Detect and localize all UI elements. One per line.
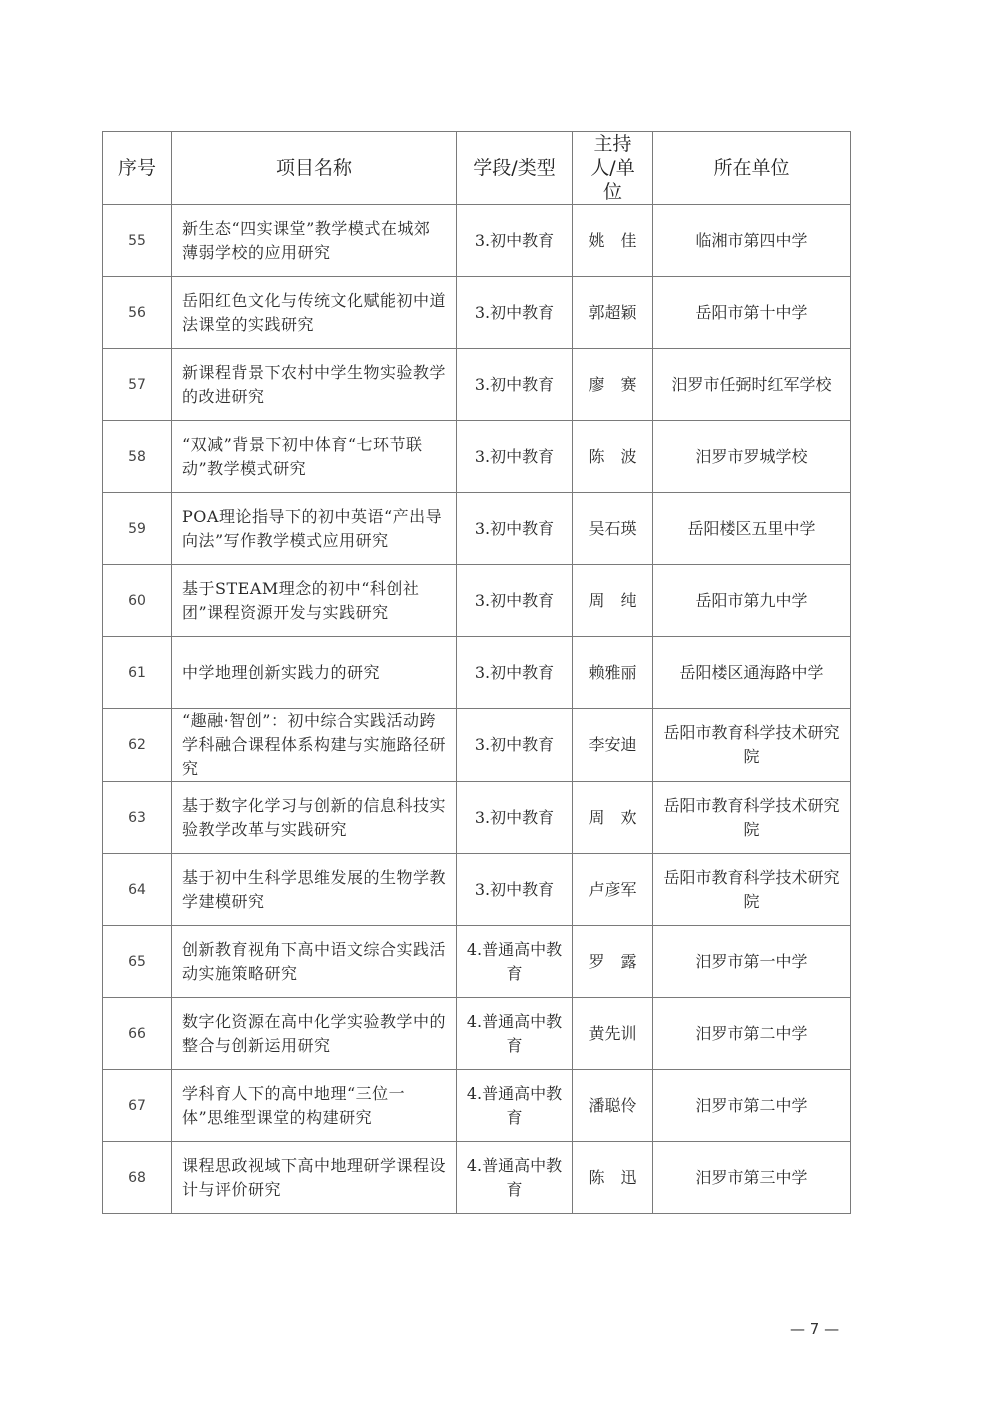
row-number: 57 xyxy=(103,349,172,421)
row-number: 58 xyxy=(103,421,172,493)
host-name: 周 纯 xyxy=(573,565,653,637)
host-name: 赖雅丽 xyxy=(573,637,653,709)
row-number: 56 xyxy=(103,277,172,349)
project-name: 新生态“四实课堂”教学模式在城郊薄弱学校的应用研究 xyxy=(172,205,457,277)
project-name: 新课程背景下农村中学生物实验教学的改进研究 xyxy=(172,349,457,421)
unit-name: 汨罗市第二中学 xyxy=(653,998,851,1070)
stage-type: 3.初中教育 xyxy=(457,637,573,709)
table-row xyxy=(103,565,851,637)
unit-name: 汨罗市第一中学 xyxy=(653,926,851,998)
unit-name: 岳阳楼区五里中学 xyxy=(653,493,851,565)
unit-name: 岳阳市教育科学技术研究院 xyxy=(653,709,851,782)
unit-name: 岳阳市教育科学技术研究院 xyxy=(653,854,851,926)
stage-type: 4.普通高中教育 xyxy=(457,998,573,1070)
table-row xyxy=(103,926,851,998)
project-name: 学科育人下的高中地理“三位一体”思维型课堂的构建研究 xyxy=(172,1070,457,1142)
stage-type: 4.普通高中教育 xyxy=(457,1142,573,1214)
project-name: 基于初中生科学思维发展的生物学教学建模研究 xyxy=(172,854,457,926)
stage-type: 3.初中教育 xyxy=(457,205,573,277)
project-name: 基于STEAM理念的初中“科创社团”课程资源开发与实践研究 xyxy=(172,565,457,637)
row-number: 66 xyxy=(103,998,172,1070)
row-number: 62 xyxy=(103,709,172,782)
table-row xyxy=(103,1070,851,1142)
row-number: 59 xyxy=(103,493,172,565)
project-name: 数字化资源在高中化学实验教学中的整合与创新运用研究 xyxy=(172,998,457,1070)
stage-type: 3.初中教育 xyxy=(457,421,573,493)
table-row xyxy=(103,205,851,277)
header-stage-type: 学段/类型 xyxy=(457,132,573,205)
unit-name: 汨罗市第二中学 xyxy=(653,1070,851,1142)
stage-type: 3.初中教育 xyxy=(457,349,573,421)
host-name: 黄先训 xyxy=(573,998,653,1070)
table-row xyxy=(103,854,851,926)
host-name: 李安迪 xyxy=(573,709,653,782)
stage-type: 3.初中教育 xyxy=(457,854,573,926)
row-number: 65 xyxy=(103,926,172,998)
stage-type: 3.初中教育 xyxy=(457,782,573,854)
host-name: 罗 露 xyxy=(573,926,653,998)
row-number: 67 xyxy=(103,1070,172,1142)
host-name: 周 欢 xyxy=(573,782,653,854)
project-table xyxy=(102,131,851,1214)
host-name: 陈 波 xyxy=(573,421,653,493)
stage-type: 3.初中教育 xyxy=(457,277,573,349)
project-name: 岳阳红色文化与传统文化赋能初中道法课堂的实践研究 xyxy=(172,277,457,349)
stage-type: 3.初中教育 xyxy=(457,709,573,782)
project-name: 创新教育视角下高中语文综合实践活动实施策略研究 xyxy=(172,926,457,998)
unit-name: 岳阳市第十中学 xyxy=(653,277,851,349)
stage-type: 4.普通高中教育 xyxy=(457,1070,573,1142)
table-row xyxy=(103,493,851,565)
project-name: POA理论指导下的初中英语“产出导向法”写作教学模式应用研究 xyxy=(172,493,457,565)
header-host: 主持人/单位 xyxy=(573,132,653,205)
table-row xyxy=(103,349,851,421)
host-name: 潘聪伶 xyxy=(573,1070,653,1142)
header-index: 序号 xyxy=(103,132,172,205)
project-name: 基于数字化学习与创新的信息科技实验教学改革与实践研究 xyxy=(172,782,457,854)
table-row xyxy=(103,782,851,854)
host-name: 陈 迅 xyxy=(573,1142,653,1214)
row-number: 60 xyxy=(103,565,172,637)
page-number: — 7 — xyxy=(790,1320,840,1338)
stage-type: 3.初中教育 xyxy=(457,565,573,637)
row-number: 63 xyxy=(103,782,172,854)
project-name: 中学地理创新实践力的研究 xyxy=(172,637,457,709)
row-number: 64 xyxy=(103,854,172,926)
project-name: “双减”背景下初中体育“七环节联动”教学模式研究 xyxy=(172,421,457,493)
unit-name: 汨罗市任弼时红军学校 xyxy=(653,349,851,421)
host-name: 姚 佳 xyxy=(573,205,653,277)
row-number: 61 xyxy=(103,637,172,709)
stage-type: 3.初中教育 xyxy=(457,493,573,565)
stage-type: 4.普通高中教育 xyxy=(457,926,573,998)
table-row xyxy=(103,421,851,493)
table-row xyxy=(103,709,851,782)
header-project-name: 项目名称 xyxy=(172,132,457,205)
unit-name: 临湘市第四中学 xyxy=(653,205,851,277)
unit-name: 岳阳楼区通海路中学 xyxy=(653,637,851,709)
row-number: 55 xyxy=(103,205,172,277)
header-unit: 所在单位 xyxy=(653,132,851,205)
table-row xyxy=(103,1142,851,1214)
project-name: 课程思政视域下高中地理研学课程设计与评价研究 xyxy=(172,1142,457,1214)
unit-name: 岳阳市教育科学技术研究院 xyxy=(653,782,851,854)
row-number: 68 xyxy=(103,1142,172,1214)
host-name: 廖 赛 xyxy=(573,349,653,421)
table-row xyxy=(103,637,851,709)
table-row xyxy=(103,998,851,1070)
unit-name: 汨罗市罗城学校 xyxy=(653,421,851,493)
host-name: 卢彦军 xyxy=(573,854,653,926)
host-name: 吴石瑛 xyxy=(573,493,653,565)
unit-name: 岳阳市第九中学 xyxy=(653,565,851,637)
host-name: 郭超颖 xyxy=(573,277,653,349)
table-row xyxy=(103,277,851,349)
project-name: “趣融·智创”：初中综合实践活动跨学科融合课程体系构建与实施路径研究 xyxy=(172,709,457,782)
table-header-row xyxy=(103,132,851,205)
unit-name: 汨罗市第三中学 xyxy=(653,1142,851,1214)
